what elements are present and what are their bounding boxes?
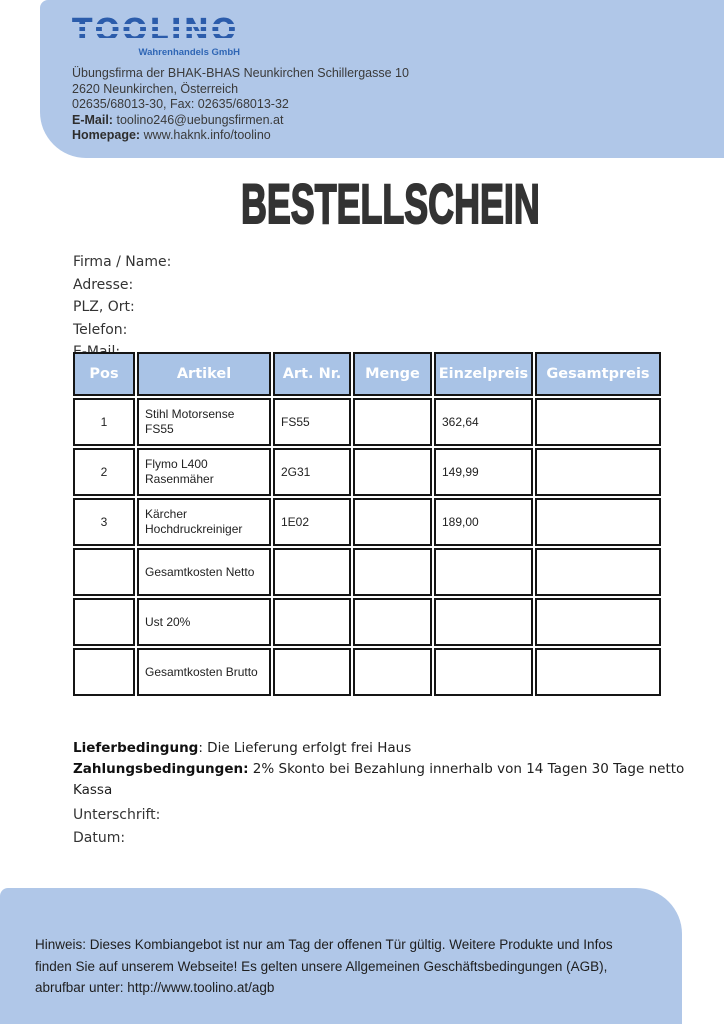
cell-artikel: Flymo L400 Rasenmäher	[137, 448, 271, 496]
cell-artikel: Gesamtkosten Brutto	[137, 648, 271, 696]
order-table	[71, 350, 663, 698]
cell-pos	[73, 548, 135, 596]
cell-einzelpreis: 189,00	[434, 498, 533, 546]
cell-einzelpreis	[434, 598, 533, 646]
contact-line-phone: 02635/68013-30, Fax: 02635/68013-32	[72, 97, 289, 112]
cell-pos: 2	[73, 448, 135, 496]
column-header-artikel: Artikel	[137, 352, 271, 396]
cell-pos	[73, 598, 135, 646]
cell-menge	[353, 498, 432, 546]
signature-label: Unterschrift:	[73, 807, 161, 823]
table-row	[73, 448, 661, 496]
cell-artnr	[273, 598, 351, 646]
company-contact-info	[72, 66, 409, 144]
cell-menge	[353, 548, 432, 596]
logo-wordmark	[72, 16, 240, 46]
contact-line-company: Übungsfirma der BHAK-BHAS Neunkirchen Schillergasse 10	[72, 66, 409, 80]
email-value: toolino246@uebungsfirmen.at	[116, 112, 284, 127]
logo-stripe-decoration	[70, 38, 242, 41]
cell-artnr: FS55	[273, 398, 351, 446]
cell-gesamtpreis	[535, 398, 661, 446]
logo-stripe-decoration	[70, 31, 242, 34]
cell-pos	[73, 648, 135, 696]
delivery-condition-label: Lieferbedingung	[73, 740, 199, 756]
table-row	[73, 648, 661, 696]
cell-menge	[353, 398, 432, 446]
cell-gesamtpreis	[535, 448, 661, 496]
title-row	[28, 174, 724, 234]
cell-einzelpreis: 149,99	[434, 448, 533, 496]
cell-pos: 1	[73, 398, 135, 446]
cell-artikel: Kärcher Hochdruckreiniger	[137, 498, 271, 546]
column-header-pos: Pos	[73, 352, 135, 396]
page-title: BESTELLSCHEIN	[240, 172, 540, 235]
table-row	[73, 598, 661, 646]
contact-line-homepage	[72, 128, 409, 144]
email-label: E-Mail:	[72, 112, 113, 127]
homepage-value: www.haknk.info/toolino	[143, 128, 271, 143]
cell-einzelpreis	[434, 648, 533, 696]
company-logo	[72, 16, 240, 59]
field-label-plz-ort: PLZ, Ort:	[73, 299, 135, 315]
contact-line-email	[72, 113, 409, 129]
cell-menge	[353, 648, 432, 696]
conditions-block	[73, 738, 724, 801]
contact-line-city: 2620 Neunkirchen, Österreich	[72, 81, 239, 96]
cell-artnr: 2G31	[273, 448, 351, 496]
table-row	[73, 398, 661, 446]
payment-condition-text: 2% Skonto bei Bezahlung innerhalb von 14 Tagen 30 Tage netto Kassa	[73, 761, 685, 798]
cell-gesamtpreis	[535, 598, 661, 646]
cell-artikel: Gesamtkosten Netto	[137, 548, 271, 596]
table-row	[73, 498, 661, 546]
footer-block	[0, 888, 682, 1024]
logo-subtitle: Wahrenhandels GmbH	[138, 47, 240, 58]
cell-artnr	[273, 548, 351, 596]
footer-note: Hinweis: Dieses Kombiangebot ist nur am Tag der offenen Tür gültig. Weitere Produkte und Infos finden Sie auf unserem Webseite! Es gelten unsere Allgemeinen Geschäftsbedingungen (AGB), abrufbar unter: http://www.toolino.at/agb	[35, 937, 613, 995]
cell-menge	[353, 598, 432, 646]
column-header-menge: Menge	[353, 352, 432, 396]
field-label-telefon: Telefon:	[73, 321, 128, 338]
table-header-row	[73, 352, 661, 396]
field-label-firma-name: Firma / Name:	[73, 254, 172, 270]
order-table-body	[73, 398, 661, 696]
header-block	[40, 0, 724, 158]
cell-artnr	[273, 648, 351, 696]
cell-einzelpreis: 362,64	[434, 398, 533, 446]
customer-form-fields	[73, 251, 171, 364]
cell-artikel: Stihl Motorsense FS55	[137, 398, 271, 446]
delivery-condition-text: : Die Lieferung erfolgt frei Haus	[198, 740, 412, 756]
cell-pos: 3	[73, 498, 135, 546]
payment-condition-label: Zahlungsbedingungen:	[73, 761, 249, 777]
signature-block	[73, 804, 160, 850]
cell-artikel: Ust 20%	[137, 598, 271, 646]
cell-menge	[353, 448, 432, 496]
logo-stripe-decoration	[70, 24, 242, 27]
cell-einzelpreis	[434, 548, 533, 596]
payment-condition-line	[73, 759, 724, 801]
homepage-label: Homepage:	[72, 128, 141, 143]
cell-gesamtpreis	[535, 648, 661, 696]
cell-artnr: 1E02	[273, 498, 351, 546]
delivery-condition-line	[73, 738, 724, 759]
cell-gesamtpreis	[535, 498, 661, 546]
column-header-gesamtpreis: Gesamtpreis	[535, 352, 661, 396]
column-header-einzelpreis: Einzelpreis	[434, 352, 533, 396]
table-row	[73, 548, 661, 596]
column-header-artnr: Art. Nr.	[273, 352, 351, 396]
cell-gesamtpreis	[535, 548, 661, 596]
date-label: Datum:	[73, 830, 126, 846]
field-label-adresse: Adresse:	[73, 276, 134, 293]
